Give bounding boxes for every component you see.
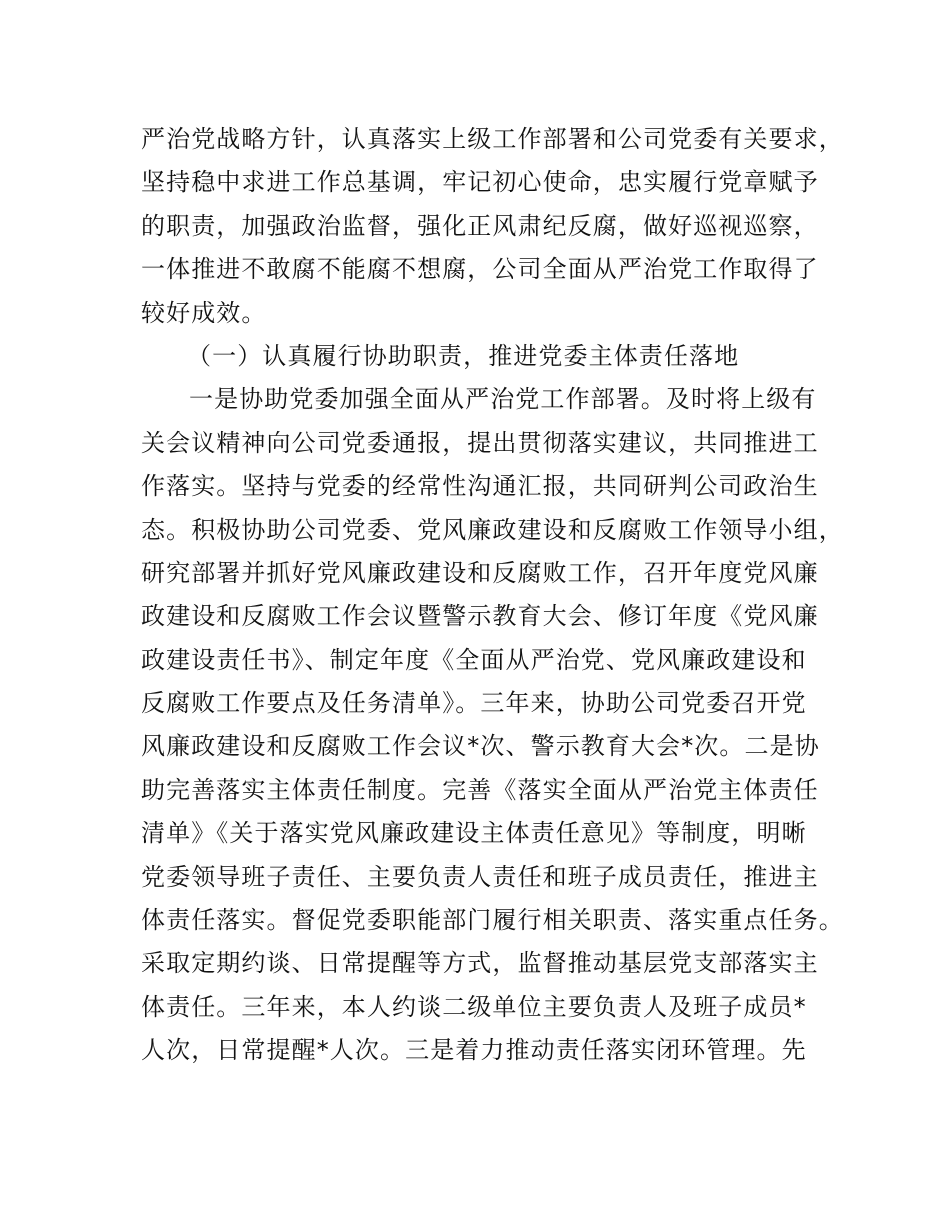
text-line: 一是协助党委加强全面从严治党工作部署。及时将上级有 — [189, 385, 817, 414]
text-line: 体责任。三年来，本人约谈二级单位主要负责人及班子成员* — [141, 992, 807, 1021]
text-line: 较好成效。 — [141, 298, 267, 327]
text-line: 政建设责任书》、制定年度《全面从严治党、党风廉政建设和 — [141, 645, 807, 674]
text-line: 一体推进不敢腐不能腐不想腐，公司全面从严治党工作取得了 — [141, 255, 819, 284]
section-heading: （一）认真履行协助职责，推进党委主体责任落地 — [187, 341, 740, 370]
text-line: 助完善落实主体责任制度。完善《落实全面从严治党主体责任 — [141, 775, 819, 804]
text-line: 严治党战略方针，认真落实上级工作部署和公司党委有关要求， — [141, 125, 844, 153]
text-line: 关会议精神向公司党委通报，提出贯彻落实建议，共同推进工 — [141, 428, 819, 457]
text-line: 研究部署并抓好党风廉政建设和反腐败工作，召开年度党风廉 — [141, 558, 819, 587]
text-line: 作落实。坚持与党委的经常性沟通汇报，共同研判公司政治生 — [141, 472, 819, 501]
paragraph-intro — [141, 118, 844, 335]
text-line: 政建设和反腐败工作会议暨警示教育大会、修订年度《党风廉 — [141, 602, 819, 631]
text-line: 体责任落实。督促党委职能部门履行相关职责、落实重点任务。 — [141, 906, 844, 935]
text-line: 清单》《关于落实党风廉政建设主体责任意见》等制度，明晰 — [141, 819, 807, 848]
text-line: 风廉政建设和反腐败工作会议*次、警示教育大会*次。二是协 — [141, 732, 820, 761]
document-body — [141, 118, 844, 1073]
text-line: 人次，日常提醒*人次。三是着力推动责任落实闭环管理。先 — [141, 1036, 807, 1065]
paragraph-body — [141, 378, 844, 1072]
text-line: 的职责，加强政治监督，强化正风肃纪反腐，做好巡视巡察， — [141, 211, 819, 240]
text-line: 反腐败工作要点及任务清单》。三年来，协助公司党委召开党 — [141, 689, 807, 718]
text-line: 态。积极协助公司党委、党风廉政建设和反腐败工作领导小组， — [141, 515, 844, 544]
text-line: 党委领导班子责任、主要负责人责任和班子成员责任，推进主 — [141, 862, 819, 891]
text-line: 采取定期约谈、日常提醒等方式，监督推动基层党支部落实主 — [141, 949, 819, 978]
text-line: 坚持稳中求进工作总基调，牢记初心使命，忠实履行党章赋予 — [141, 168, 819, 197]
